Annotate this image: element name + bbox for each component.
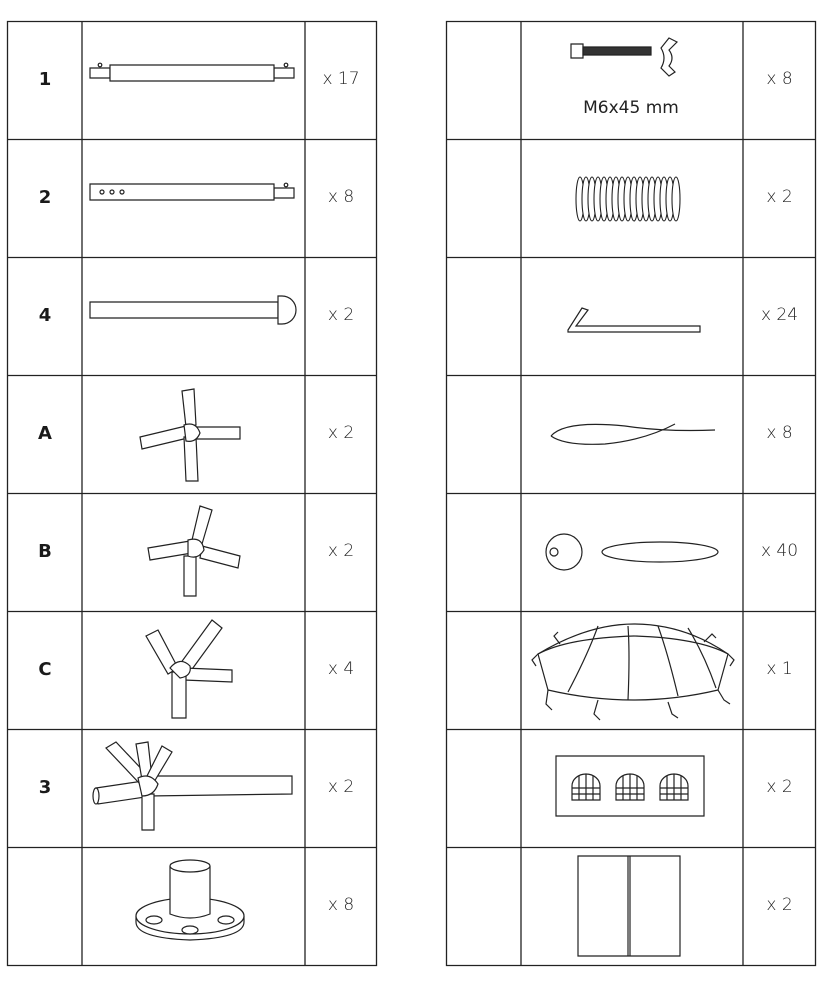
- part-quantity: x 17: [322, 69, 360, 89]
- part-quantity: x 4: [327, 659, 355, 679]
- part-label: C: [38, 659, 52, 680]
- perforated-tube-icon: [86, 178, 302, 208]
- part-label: 3: [38, 777, 52, 798]
- part-quantity: x 40: [760, 541, 799, 561]
- part-quantity: x 8: [327, 187, 355, 207]
- part-label: B: [38, 541, 52, 562]
- part-quantity: x 2: [766, 187, 793, 207]
- part-label: 2: [38, 187, 52, 208]
- canopy-roof-icon: [528, 614, 740, 724]
- bungee-ball-icon: [540, 528, 725, 576]
- part-quantity: x 24: [760, 305, 799, 325]
- round-end-tube-icon: [86, 290, 302, 334]
- window-sidewall-icon: [554, 754, 706, 818]
- part-label: 4: [38, 305, 52, 326]
- part-quantity: x 2: [327, 305, 355, 325]
- straight-tube-icon: [86, 60, 302, 90]
- four-way-connector-icon: [130, 385, 250, 485]
- three-way-connector-icon: [140, 616, 250, 720]
- part-quantity: x 1: [766, 659, 793, 679]
- door-sidewall-icon: [576, 854, 682, 958]
- top-hub-pole-icon: [88, 738, 302, 838]
- bolt-and-wrench-icon: [565, 34, 695, 84]
- part-quantity: x 8: [766, 69, 793, 89]
- bolt-size-caption: M6x45 mm: [583, 98, 679, 118]
- five-way-connector-icon: [140, 500, 250, 604]
- ground-peg-icon: [560, 300, 710, 340]
- part-quantity: x 2: [327, 423, 355, 443]
- part-label: A: [38, 423, 52, 444]
- part-label: 1: [38, 69, 52, 90]
- part-quantity: x 2: [766, 895, 793, 915]
- guy-rope-icon: [545, 410, 725, 460]
- spring-icon: [570, 172, 690, 226]
- part-quantity: x 8: [327, 895, 355, 915]
- part-quantity: x 2: [327, 777, 355, 797]
- part-quantity: x 8: [766, 423, 793, 443]
- part-quantity: x 2: [327, 541, 355, 561]
- part-quantity: x 2: [766, 777, 793, 797]
- foot-plate-icon: [130, 852, 250, 962]
